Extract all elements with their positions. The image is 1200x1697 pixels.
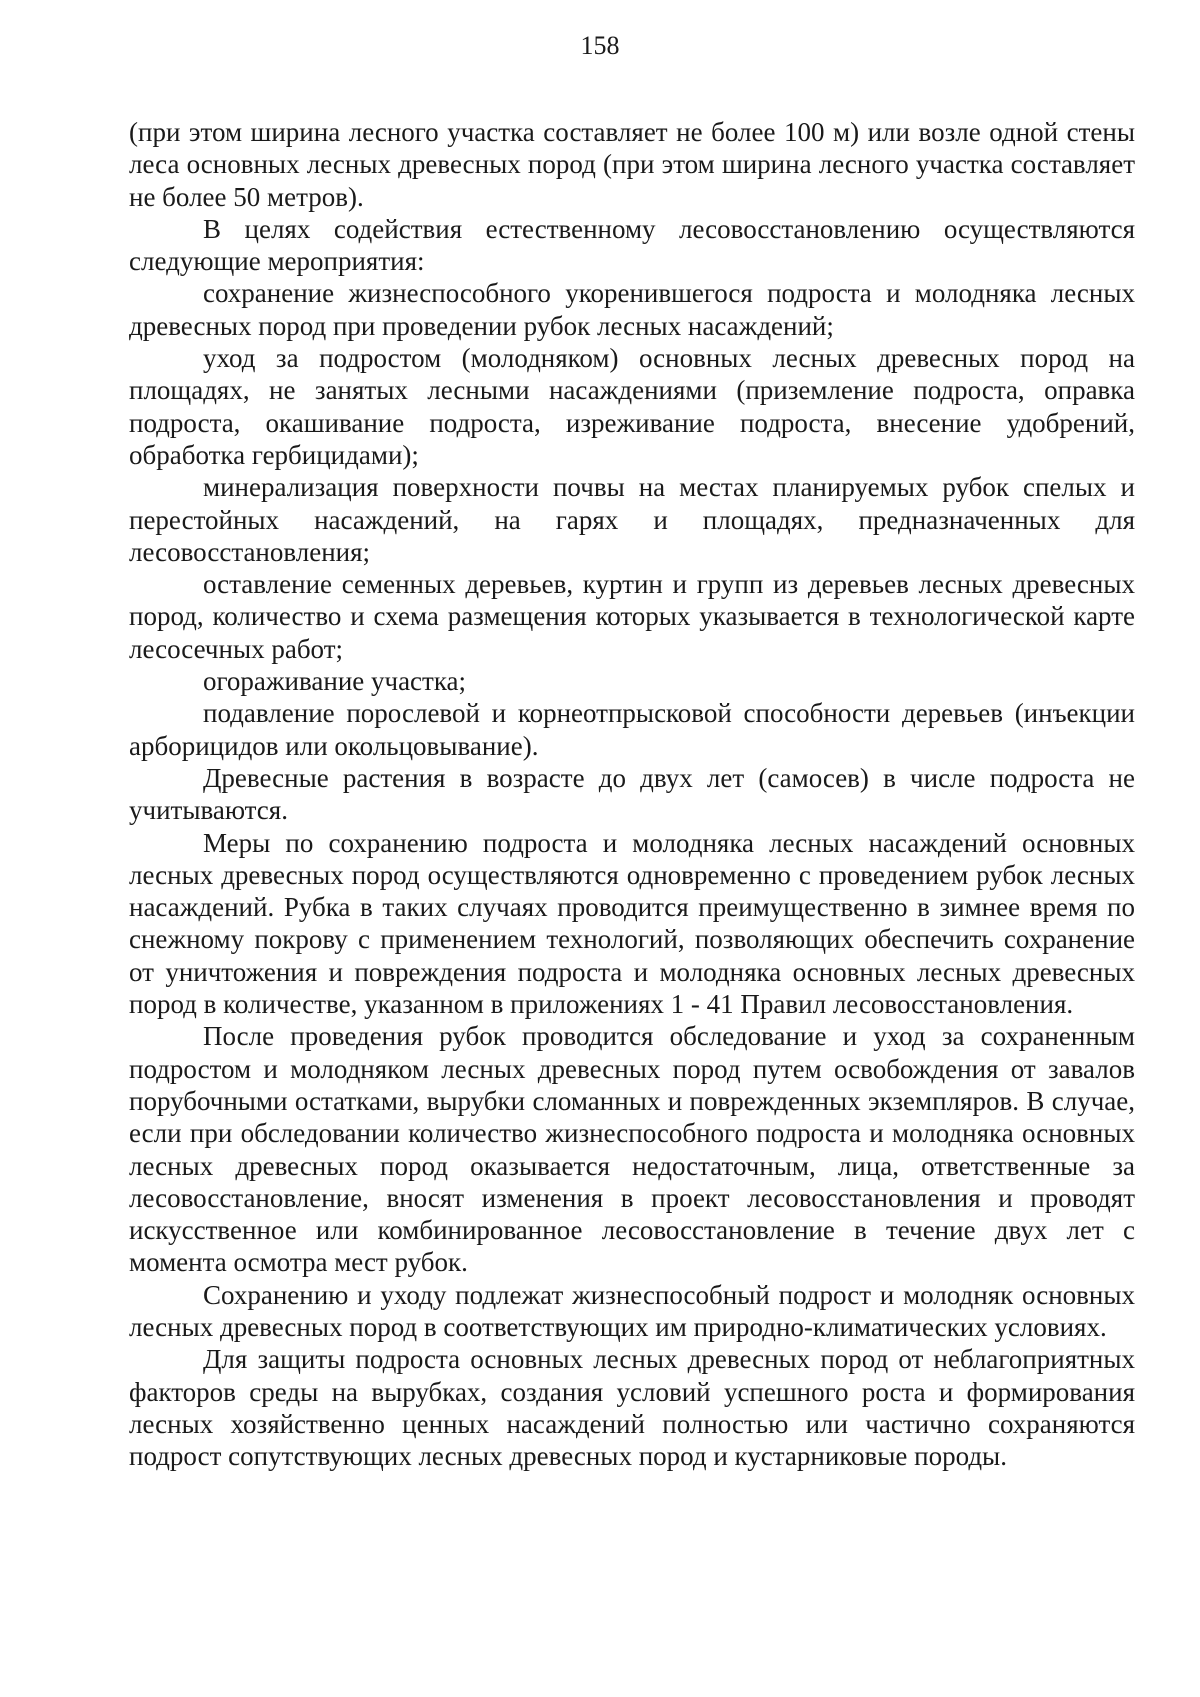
paragraph: В целях содействия естественному лесовосстановлению осуществляются следующие мероприятия: (129, 213, 1135, 277)
paragraph: Сохранению и уходу подлежат жизнеспособный подрост и молодняк основных лесных древесных пород в соответствующих им природно-климатических условиях. (129, 1279, 1135, 1342)
paragraph: Древесные растения в возрасте до двух лет (самосев) в числе подроста не учитываются. (129, 762, 1135, 826)
paragraph: Меры по сохранению подроста и молодняка лесных насаждений основных лесных древесных пород осуществляются одновременно с проведением рубок лесных насаждений. Рубка в таких случаях проводится преимущественно в зимнее время по снежному покрову с применением технологий, позволяющих обеспечить сохранение от уничтожения и повреждения подроста и молодняка основных лесных древесных пород в количестве, указанном в приложениях 1 - 41 Правил лесовосстановления. (129, 827, 1135, 1020)
list-item: сохранение жизнеспособного укоренившегося подроста и молодняка лесных древесных пород при проведении рубок лесных насаждений; (129, 278, 1135, 341)
paragraph-continuation: (при этом ширина лесного участка составляет не более 100 м) или возле одной стены леса основных лесных древесных пород (при этом ширина лесного участка составляет не более 50 метров). (129, 117, 1135, 212)
paragraph: После проведения рубок проводится обследование и уход за сохраненным подростом и молодняком лесных древесных пород путем освобождения от завалов порубочными остатками, вырубки сломанных и поврежденных экземпляров. В случае, если при обследовании количество жизнеспособного подроста и молодняка основных лесных древесных пород оказывается недостаточным, лица, ответственные за лесовосстановление, вносят изменения в проект лесовосстановления и проводят искусственное или комбинированное лесовосстановление в течение двух лет с момента осмотра мест рубок. (129, 1021, 1135, 1278)
list-item: уход за подростом (молодняком) основных лесных древесных пород на площадях, не занятых лесными насаждениями (приземление подроста, оправка подроста, окашивание подроста, изреживание подроста, внесение удобрений, обработка гербицидами); (129, 343, 1135, 470)
list-item: минерализация поверхности почвы на местах планируемых рубок спелых и перестойных насаждений, на гарях и площадях, предназначенных для лесовосстановления; (129, 472, 1135, 567)
list-item: оставление семенных деревьев, куртин и групп из деревьев лесных древесных пород, количество и схема размещения которых указывается в технологической карте лесосечных работ; (129, 569, 1135, 664)
list-item: подавление порослевой и корнеотпрысковой способности деревьев (инъекции арборицидов или окольцовывание). (129, 698, 1135, 761)
document-body (129, 116, 1135, 1472)
paragraph: Для защиты подроста основных лесных древесных пород от неблагоприятных факторов среды на вырубках, создания условий успешного роста и формирования лесных хозяйственно ценных насаждений полностью или частично сохраняются подрост сопутствующих лесных древесных пород и кустарниковые породы. (129, 1344, 1135, 1472)
list-item: огораживание участка; (203, 666, 467, 697)
page-number: 158 (580, 31, 620, 60)
